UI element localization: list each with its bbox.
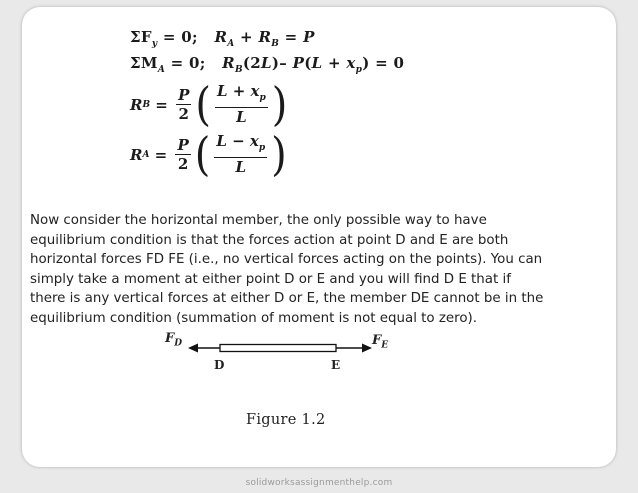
figure-caption: Figure 1.2 <box>246 412 326 428</box>
point-label-e: E <box>331 358 341 372</box>
equation-sum-fy: $\Sigma F_y = 0$; $R_A + R_B = P$ <box>130 28 315 49</box>
force-label-fd: $F_D$ <box>165 331 183 349</box>
equation-ra: R A = $\frac{P}{2}$ ( $\frac{L - x_p}{L}$ ) <box>130 128 287 182</box>
member-bar <box>220 345 336 352</box>
point-label-d: D <box>214 358 225 372</box>
equation-sum-ma: $\Sigma M_A = 0$; $R_B(2L)-$ $P(L + x_p) = 0$ <box>130 54 405 75</box>
equation-block <box>130 28 404 180</box>
arrow-left-head <box>188 344 198 353</box>
member-diagram <box>150 322 410 402</box>
figure-member-de <box>150 322 410 402</box>
equation-rb: R B = $\frac{P}{2}$ ( $\frac{L + x_p}{L}$ ) <box>130 78 288 132</box>
footer-url[interactable]: solidworksassignmenthelp.com <box>245 478 393 488</box>
force-label-fe: $F_E$ <box>372 333 389 351</box>
body-paragraph: Now consider the horizontal member, the only possible way to have equilibrium condition is that the forces action at point D and E are both horizontal forces FD FE (i.e., no vertical forces acting on the points). You can simply take a moment at either point D or E and you will find D E that if there is any vertical forces at either D or E, the member DE cannot be in the equilibrium condition (summation of moment is not equal to zero). <box>30 213 544 326</box>
arrow-right-head <box>362 344 372 353</box>
